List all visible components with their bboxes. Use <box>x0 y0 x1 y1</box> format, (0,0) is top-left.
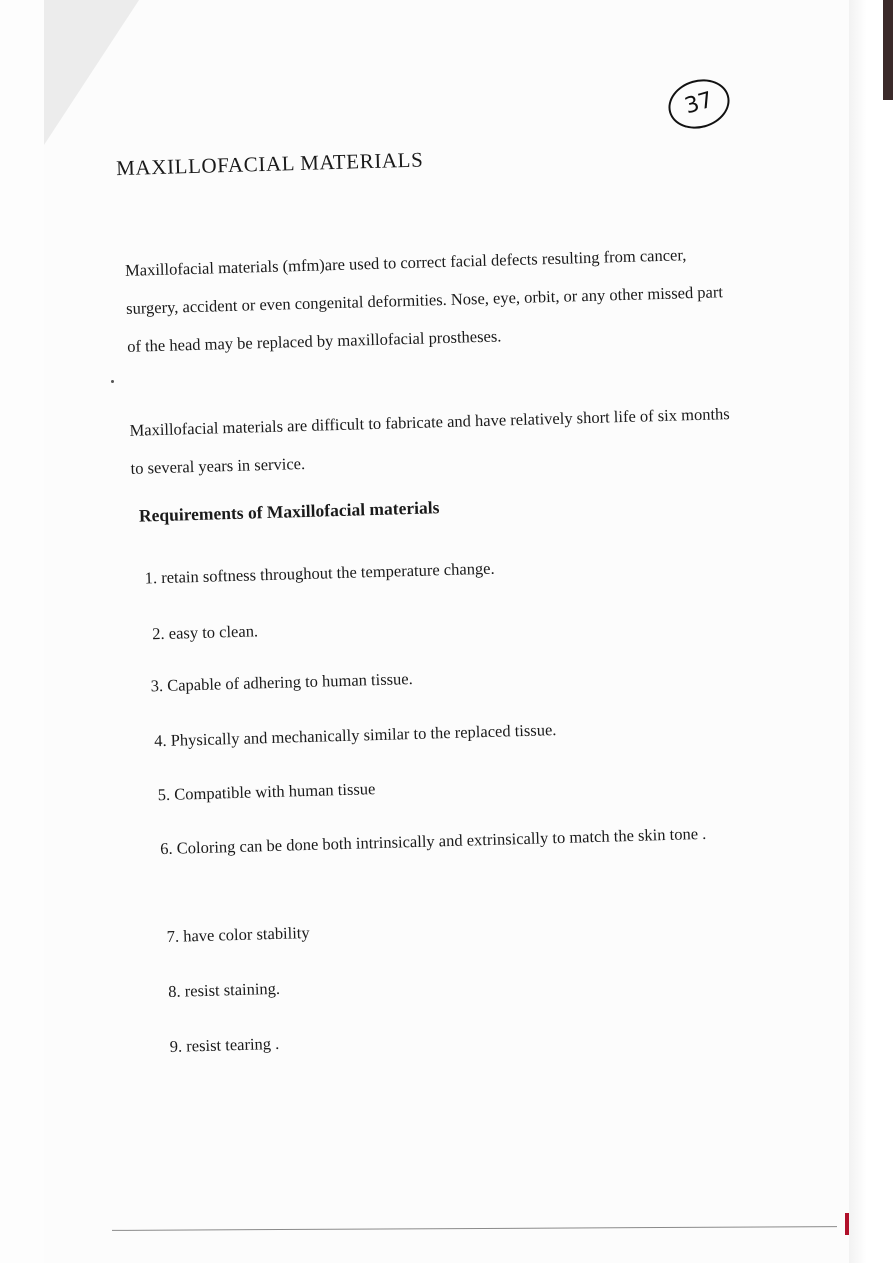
requirement-item: 2. easy to clean. <box>151 621 259 644</box>
paragraph-intro: Maxillofacial materials (mfm)are used to correct facial defects resulting from cancer, surgery, accident or even congenital deformities. Nose, eye, orbit, or any other missed part of the head may be replaced by maxillofacial prostheses. <box>124 245 724 356</box>
requirement-item: 1. retain softness throughout the temperature change. <box>144 558 495 588</box>
handwritten-page-number: 37 <box>663 72 736 135</box>
document-title: MAXILLOFACIAL MATERIALS <box>115 147 424 181</box>
requirement-item: 9. resist tearing . <box>169 1033 280 1056</box>
requirement-item: 7. have color stability <box>166 923 310 946</box>
requirement-item: 8. resist staining. <box>167 978 281 1001</box>
requirement-item: 6. Coloring can be done both intrinsically and extrinsically to match the skin tone . <box>159 823 707 859</box>
requirement-item: 3. Capable of adhering to human tissue. <box>150 669 413 696</box>
paragraph-lifespan: Maxillofacial materials are difficult to fabricate and have relatively short life of six months to several years in service. <box>129 404 730 478</box>
requirement-item: 5. Compatible with human tissue <box>157 779 376 805</box>
requirement-item: 4. Physically and mechanically similar to the replaced tissue. <box>153 720 557 751</box>
stray-mark <box>111 380 114 383</box>
requirements-heading: Requirements of Maxillofacial materials <box>138 497 440 526</box>
